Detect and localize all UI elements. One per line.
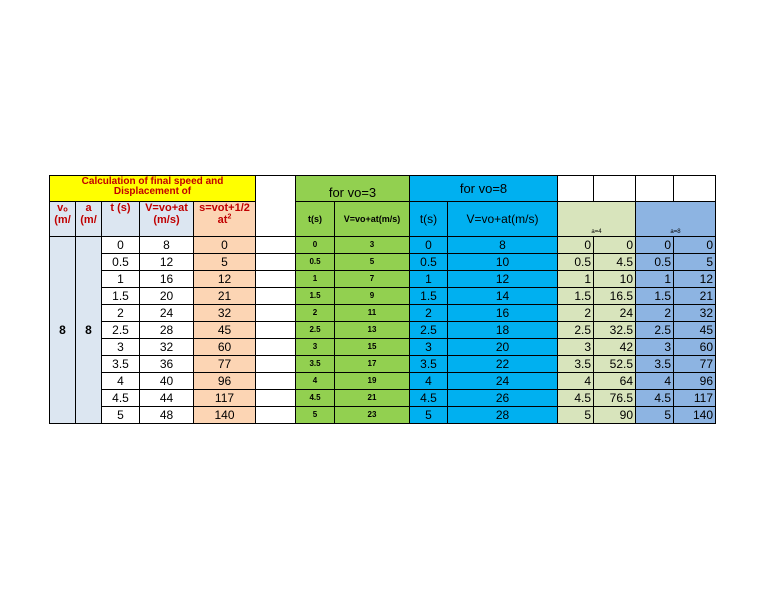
left-t-cell: 2 xyxy=(102,305,140,322)
table-row xyxy=(50,373,716,390)
a8-s-cell: 0 xyxy=(674,237,716,254)
a4-t-cell: 0.5 xyxy=(558,254,594,271)
left-t-cell: 4.5 xyxy=(102,390,140,407)
vo8-v-cell: 24 xyxy=(448,373,558,390)
table-row xyxy=(50,254,716,271)
left-t-cell: 3.5 xyxy=(102,356,140,373)
a8-label: a=8 xyxy=(636,202,716,237)
vo3-col-v: V=vo+at(m/s) xyxy=(335,202,410,237)
vo3-t-cell: 1.5 xyxy=(296,288,335,305)
left-s-cell: 32 xyxy=(194,305,256,322)
vo3-t-cell: 3.5 xyxy=(296,356,335,373)
left-v-cell: 16 xyxy=(140,271,194,288)
a4-t-cell: 2.5 xyxy=(558,322,594,339)
vo8-v-cell: 14 xyxy=(448,288,558,305)
header-v: V=vo+at (m/s) xyxy=(140,202,194,237)
empty-cell xyxy=(256,356,296,373)
vo8-t-cell: 0 xyxy=(410,237,448,254)
left-t-cell: 3 xyxy=(102,339,140,356)
vo8-v-cell: 16 xyxy=(448,305,558,322)
vo8-t-cell: 3 xyxy=(410,339,448,356)
vo3-t-cell: 5 xyxy=(296,407,335,424)
vo3-v-cell: 21 xyxy=(335,390,410,407)
empty-cell xyxy=(256,390,296,407)
vo3-t-cell: 4 xyxy=(296,373,335,390)
empty-cell xyxy=(256,373,296,390)
empty-cell xyxy=(256,339,296,356)
a8-s-cell: 117 xyxy=(674,390,716,407)
vo8-t-cell: 0.5 xyxy=(410,254,448,271)
left-s-cell: 117 xyxy=(194,390,256,407)
vo3-v-cell: 19 xyxy=(335,373,410,390)
header-s xyxy=(194,202,256,237)
vo3-t-cell: 2 xyxy=(296,305,335,322)
a4-label: a=4 xyxy=(558,202,636,237)
left-s-cell: 96 xyxy=(194,373,256,390)
a8-s-cell: 45 xyxy=(674,322,716,339)
a8-s-cell: 32 xyxy=(674,305,716,322)
vo8-v-cell: 8 xyxy=(448,237,558,254)
vo8-t-cell: 4 xyxy=(410,373,448,390)
a4-t-cell: 1.5 xyxy=(558,288,594,305)
vo8-v-cell: 12 xyxy=(448,271,558,288)
a4-t-cell: 3.5 xyxy=(558,356,594,373)
vo8-col-t: t(s) xyxy=(410,202,448,237)
left-s-cell: 140 xyxy=(194,407,256,424)
vo3-v-cell: 5 xyxy=(335,254,410,271)
empty-cell xyxy=(558,176,594,202)
vo3-t-cell: 1 xyxy=(296,271,335,288)
left-s-cell: 12 xyxy=(194,271,256,288)
vo3-v-cell: 11 xyxy=(335,305,410,322)
vo3-v-cell: 9 xyxy=(335,288,410,305)
a4-t-cell: 0 xyxy=(558,237,594,254)
a4-s-cell: 10 xyxy=(594,271,636,288)
vo3-t-cell: 0 xyxy=(296,237,335,254)
vo3-t-cell: 4.5 xyxy=(296,390,335,407)
header-a: a (m/ xyxy=(76,202,102,237)
vo8-t-cell: 2 xyxy=(410,305,448,322)
table-row xyxy=(50,271,716,288)
a8-s-cell: 5 xyxy=(674,254,716,271)
a8-t-cell: 4 xyxy=(636,373,674,390)
vo3-v-cell: 3 xyxy=(335,237,410,254)
a8-s-cell: 12 xyxy=(674,271,716,288)
table-row xyxy=(50,339,716,356)
left-s-cell: 45 xyxy=(194,322,256,339)
a8-s-cell: 140 xyxy=(674,407,716,424)
a4-s-cell: 42 xyxy=(594,339,636,356)
vo3-t-cell: 2.5 xyxy=(296,322,335,339)
vo8-t-cell: 4.5 xyxy=(410,390,448,407)
empty-cell xyxy=(636,176,674,202)
vo3-col-t: t(s) xyxy=(296,202,335,237)
table-row xyxy=(50,356,716,373)
left-v-cell: 12 xyxy=(140,254,194,271)
left-t-cell: 0 xyxy=(102,237,140,254)
empty-cell xyxy=(256,271,296,288)
a8-s-cell: 21 xyxy=(674,288,716,305)
a8-t-cell: 4.5 xyxy=(636,390,674,407)
a4-t-cell: 2 xyxy=(558,305,594,322)
a4-s-cell: 76.5 xyxy=(594,390,636,407)
vo8-v-cell: 26 xyxy=(448,390,558,407)
a4-s-cell: 16.5 xyxy=(594,288,636,305)
left-v-cell: 48 xyxy=(140,407,194,424)
header-v0: vₒ (m/ xyxy=(50,202,76,237)
a8-t-cell: 1.5 xyxy=(636,288,674,305)
vo3-title: for vo=3 xyxy=(296,176,410,202)
left-v-cell: 36 xyxy=(140,356,194,373)
a4-s-cell: 4.5 xyxy=(594,254,636,271)
vo8-t-cell: 2.5 xyxy=(410,322,448,339)
vo8-title: for vo=8 xyxy=(410,176,558,202)
vo3-v-cell: 23 xyxy=(335,407,410,424)
vo3-t-cell: 0.5 xyxy=(296,254,335,271)
table-row xyxy=(50,322,716,339)
a4-s-cell: 52.5 xyxy=(594,356,636,373)
a4-t-cell: 5 xyxy=(558,407,594,424)
vo8-t-cell: 5 xyxy=(410,407,448,424)
left-v-cell: 28 xyxy=(140,322,194,339)
a8-t-cell: 3.5 xyxy=(636,356,674,373)
left-v-cell: 32 xyxy=(140,339,194,356)
a8-s-cell: 77 xyxy=(674,356,716,373)
left-s-cell: 0 xyxy=(194,237,256,254)
vo8-v-cell: 18 xyxy=(448,322,558,339)
left-s-cell: 60 xyxy=(194,339,256,356)
table-row xyxy=(50,407,716,424)
left-v-cell: 8 xyxy=(140,237,194,254)
vo3-v-cell: 13 xyxy=(335,322,410,339)
left-v-cell: 40 xyxy=(140,373,194,390)
left-s-cell: 5 xyxy=(194,254,256,271)
table-title: Calculation of final speed and Displacement of xyxy=(50,176,256,202)
a8-t-cell: 0.5 xyxy=(636,254,674,271)
a4-s-cell: 90 xyxy=(594,407,636,424)
left-t-cell: 0.5 xyxy=(102,254,140,271)
vo8-v-cell: 22 xyxy=(448,356,558,373)
empty-cell xyxy=(256,254,296,271)
table-row xyxy=(50,390,716,407)
vo8-t-cell: 3.5 xyxy=(410,356,448,373)
left-t-cell: 2.5 xyxy=(102,322,140,339)
vo3-v-cell: 17 xyxy=(335,356,410,373)
table-row xyxy=(50,305,716,322)
vo8-col-v: V=vo+at(m/s) xyxy=(448,202,558,237)
a8-t-cell: 5 xyxy=(636,407,674,424)
a8-t-cell: 2 xyxy=(636,305,674,322)
table-row xyxy=(50,288,716,305)
table-row xyxy=(50,237,716,254)
vo8-v-cell: 20 xyxy=(448,339,558,356)
a8-s-cell: 96 xyxy=(674,373,716,390)
a4-t-cell: 3 xyxy=(558,339,594,356)
left-t-cell: 1 xyxy=(102,271,140,288)
v0-value-cell: 8 xyxy=(50,237,76,424)
a4-t-cell: 1 xyxy=(558,271,594,288)
empty-cell xyxy=(256,237,296,254)
a8-t-cell: 3 xyxy=(636,339,674,356)
a4-s-cell: 32.5 xyxy=(594,322,636,339)
header-s-main: s=vot+1/2 at xyxy=(199,202,250,226)
empty-cell xyxy=(256,407,296,424)
a8-t-cell: 1 xyxy=(636,271,674,288)
vo3-v-cell: 15 xyxy=(335,339,410,356)
a-value-cell: 8 xyxy=(76,237,102,424)
vo3-t-cell: 3 xyxy=(296,339,335,356)
vo8-t-cell: 1.5 xyxy=(410,288,448,305)
left-v-cell: 20 xyxy=(140,288,194,305)
empty-cell xyxy=(594,176,636,202)
empty-cell xyxy=(256,322,296,339)
a8-t-cell: 2.5 xyxy=(636,322,674,339)
left-v-cell: 44 xyxy=(140,390,194,407)
a8-s-cell: 60 xyxy=(674,339,716,356)
left-s-cell: 21 xyxy=(194,288,256,305)
a4-t-cell: 4 xyxy=(558,373,594,390)
data-grid xyxy=(49,175,716,424)
empty-cell xyxy=(256,176,296,237)
left-t-cell: 5 xyxy=(102,407,140,424)
left-v-cell: 24 xyxy=(140,305,194,322)
a4-s-cell: 24 xyxy=(594,305,636,322)
left-t-cell: 4 xyxy=(102,373,140,390)
vo8-v-cell: 10 xyxy=(448,254,558,271)
a4-s-cell: 64 xyxy=(594,373,636,390)
empty-cell xyxy=(674,176,716,202)
a4-t-cell: 4.5 xyxy=(558,390,594,407)
empty-cell xyxy=(256,305,296,322)
empty-cell xyxy=(256,288,296,305)
spreadsheet xyxy=(49,175,716,424)
header-t: t (s) xyxy=(102,202,140,237)
vo3-v-cell: 7 xyxy=(335,271,410,288)
a4-s-cell: 0 xyxy=(594,237,636,254)
left-s-cell: 77 xyxy=(194,356,256,373)
vo8-t-cell: 1 xyxy=(410,271,448,288)
vo8-v-cell: 28 xyxy=(448,407,558,424)
header-s-sup: 2 xyxy=(227,213,232,221)
a8-t-cell: 0 xyxy=(636,237,674,254)
left-t-cell: 1.5 xyxy=(102,288,140,305)
